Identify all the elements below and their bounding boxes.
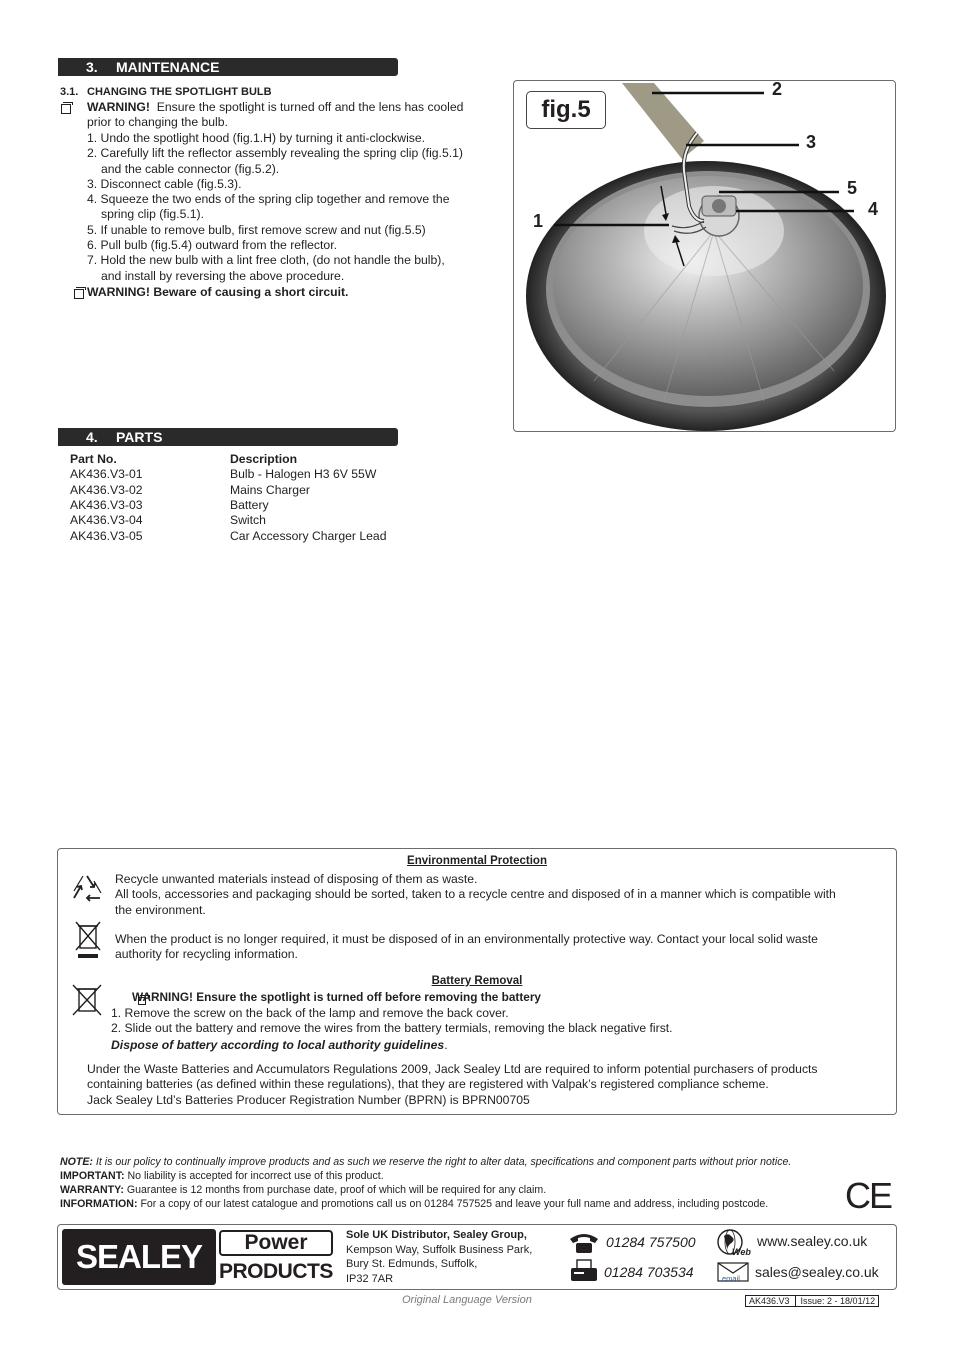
email-link[interactable]: sales@sealey.co.uk <box>755 1264 879 1280</box>
power-logo-text: Power <box>244 1231 308 1254</box>
table-row <box>70 513 430 528</box>
recycle-line: the environment. <box>115 902 206 917</box>
step-item: 6. Pull bulb (fig.5.4) outward from the reflector. <box>87 238 337 253</box>
regulations-text <box>87 1062 887 1108</box>
weee-line: When the product is no longer required, it must be disposed of in an environmentally protective way. Contact your local solid waste <box>115 932 818 946</box>
step-item: 4. Squeeze the two ends of the spring clip together and remove the spring clip (fig.5.1). <box>87 192 450 222</box>
information-line: INFORMATION: For a copy of our latest catalogue and promotions call us on 01284 757525 and leave your full name and address, including postcode. <box>60 1198 769 1210</box>
step-item: 7. Hold the new bulb with a lint free cloth, (do not handle the bulb), and install by reversing the above procedure. <box>87 253 445 283</box>
part-description: Mains Charger <box>230 483 310 497</box>
regulations-line: Under the Waste Batteries and Accumulators Regulations 2009, Jack Sealey Ltd are required to inform potential purchasers of products <box>87 1062 818 1076</box>
environmental-protection-title: Environmental Protection <box>407 855 547 867</box>
spotlight-reflector-illustration <box>514 81 895 431</box>
fax-icon <box>568 1258 600 1284</box>
note-line: NOTE: It is our policy to continually improve products and as such we reserve the right to alter data, specifications and component parts without prior notice. <box>60 1156 792 1168</box>
notes-block <box>60 1155 880 1211</box>
sealey-logo-text: SEALEY <box>75 1238 203 1275</box>
distributor-address <box>346 1228 532 1286</box>
fax-number: 01284 703534 <box>604 1264 694 1280</box>
issue-date: Issue: 2 - 18/01/12 <box>800 1296 876 1306</box>
original-language-note: Original Language Version <box>402 1294 532 1306</box>
battery-step-2: 2. Slide out the battery and remove the wires from the battery termials, removing the black negative first. <box>111 1021 673 1035</box>
warning-text-line1: Ensure the spotlight is turned off and the lens has cooled <box>156 100 464 114</box>
recycle-text <box>115 872 890 918</box>
table-row <box>70 483 430 498</box>
callout-1: 1 <box>533 211 544 231</box>
battery-removal-title: Battery Removal <box>431 975 523 987</box>
warning-label: WARNING! <box>87 100 150 114</box>
parts-number: 4. <box>86 429 98 445</box>
part-description: Bulb - Halogen H3 6V 55W <box>230 467 377 481</box>
part-number: AK436.V3-05 <box>70 529 143 543</box>
battery-warning: WARNING! Ensure the spotlight is turned off before removing the battery <box>132 990 541 1004</box>
phone-number: 01284 757500 <box>606 1234 696 1250</box>
figure-label-box <box>526 91 606 129</box>
step-item: 3. Disconnect cable (fig.5.3). <box>87 176 242 191</box>
address-line: IP32 7AR <box>346 1272 394 1285</box>
part-number: AK436.V3-02 <box>70 483 143 497</box>
callout-5: 5 <box>847 178 858 198</box>
address-line: Kempson Way, Suffolk Business Park, <box>346 1243 533 1256</box>
website-link[interactable]: www.sealey.co.uk <box>757 1233 868 1249</box>
table-row <box>70 498 430 513</box>
callout-2: 2 <box>772 80 783 99</box>
phone-icon <box>568 1231 600 1255</box>
figure-5-panel <box>513 80 896 432</box>
weee-text <box>115 932 890 963</box>
step-item: 2. Carefully lift the reflector assembly revealing the spring clip (fig.5.1) and the cable connector (fig.5.2). <box>87 146 463 176</box>
maintenance-number: 3. <box>86 59 98 75</box>
model-number: AK436.V3 <box>749 1296 790 1306</box>
regulations-line: Jack Sealey Ltd’s Batteries Producer Registration Number (BPRN) is BPRN00705 <box>87 1092 530 1107</box>
parts-title: PARTS <box>116 429 163 445</box>
part-number: AK436.V3-04 <box>70 513 143 527</box>
battery-step-1: 1. Remove the screw on the back of the lamp and remove the back cover. <box>111 1006 509 1020</box>
step-item: 1. Undo the spotlight hood (fig.1.H) by turning it anti-clockwise. <box>87 131 426 145</box>
warning-paragraph <box>87 100 497 131</box>
email-label: email <box>722 1274 740 1283</box>
crossed-bin-icon <box>74 920 102 960</box>
battery-dispose <box>111 1038 448 1053</box>
column-header-description: Description <box>230 452 298 466</box>
recycle-line: Recycle unwanted materials instead of disposing of them as waste. <box>115 872 478 886</box>
subsection-number: 3.1. <box>60 86 79 98</box>
sealey-logo <box>62 1229 216 1285</box>
ce-mark: CE <box>845 1175 892 1216</box>
parts-table-header <box>70 452 430 467</box>
distributor-name: Sole UK Distributor, Sealey Group, <box>346 1229 527 1241</box>
callout-4: 4 <box>868 199 879 219</box>
short-circuit-warning: WARNING! Beware of causing a short circuit. <box>87 285 349 299</box>
weee-line: authority for recycling information. <box>115 947 298 962</box>
step-list <box>87 131 497 284</box>
step-item: 5. If unable to remove bulb, first remove screw and nut (fig.5.5) <box>87 222 426 237</box>
products-logo: PRODUCTS <box>219 1260 333 1283</box>
battery-dispose-text: Dispose of battery according to local authority guidelines <box>111 1038 445 1052</box>
maintenance-title: MAINTENANCE <box>116 59 220 75</box>
parts-header <box>58 428 398 446</box>
important-line: IMPORTANT: No liability is accepted for incorrect use of this product. <box>60 1170 384 1182</box>
recycle-line: All tools, accessories and packaging should be sorted, taken to a recycle centre and disposed of in a manner which is compatible with <box>115 887 836 902</box>
figure-label: fig.5 <box>541 96 591 123</box>
web-label: Web <box>732 1247 751 1257</box>
part-number: AK436.V3-03 <box>70 498 143 512</box>
column-header-part-no: Part No. <box>70 452 117 466</box>
table-row <box>70 529 430 544</box>
callout-3: 3 <box>806 132 817 152</box>
subsection-title: CHANGING THE SPOTLIGHT BULB <box>87 86 272 98</box>
address-line: Bury St. Edmunds, Suffolk, <box>346 1258 478 1270</box>
table-row <box>70 467 430 482</box>
maintenance-header <box>58 58 398 76</box>
power-logo <box>219 1230 333 1256</box>
battery-dispose-end: . <box>444 1038 448 1052</box>
warranty-line: WARRANTY: Guarantee is 12 months from purchase date, proof of which will be required for any claim. <box>60 1184 547 1196</box>
checkbox-icon <box>74 289 84 299</box>
part-description: Battery <box>230 498 269 512</box>
issue-box <box>745 1295 879 1307</box>
warning-text-line2: prior to changing the bulb. <box>87 115 228 130</box>
battery-bin-icon <box>70 983 104 1017</box>
part-description: Car Accessory Charger Lead <box>230 529 387 543</box>
regulations-line: containing batteries (as defined within these regulations), that they are registered with Valpak’s registered compliance scheme. <box>87 1077 769 1092</box>
recycle-icon <box>70 873 104 905</box>
checkbox-icon <box>61 104 71 114</box>
part-number: AK436.V3-01 <box>70 467 143 481</box>
part-description: Switch <box>230 513 266 527</box>
